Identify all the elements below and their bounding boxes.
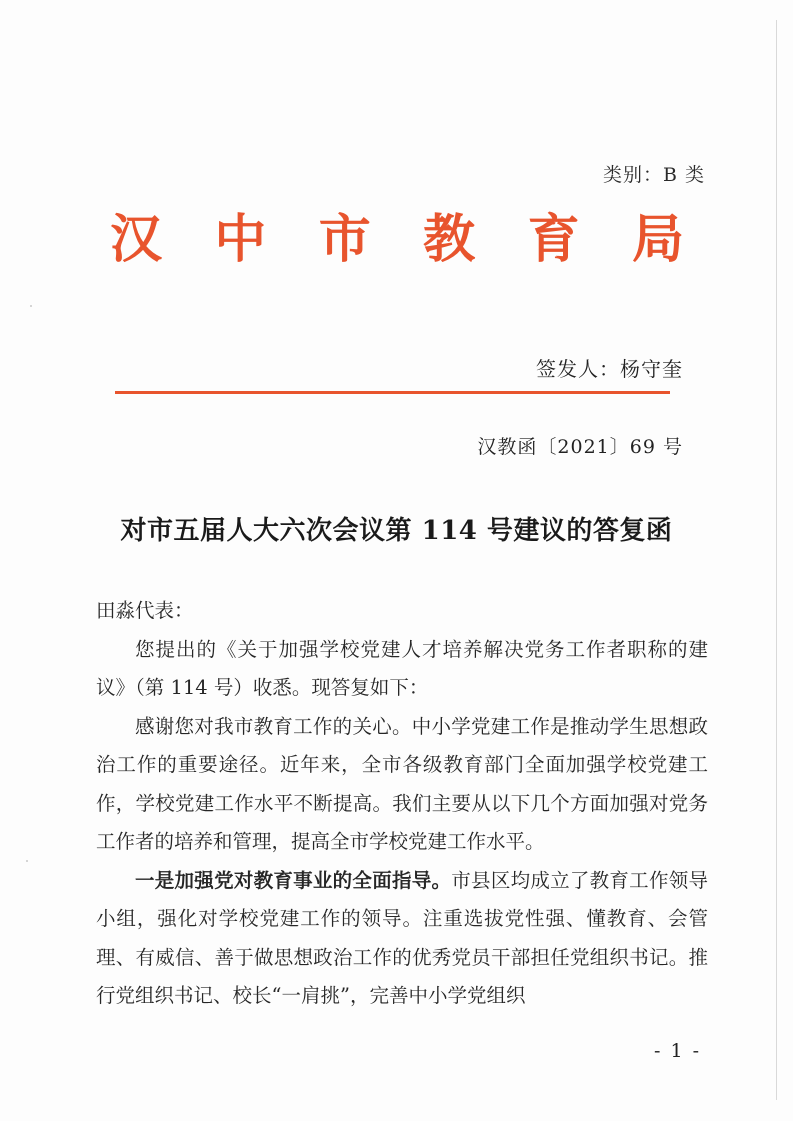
masthead <box>110 210 684 270</box>
masthead-char: 市 <box>318 209 371 270</box>
category-label: 类别：B 类 <box>602 164 705 186</box>
body-paragraph <box>96 708 708 862</box>
scan-edge-line <box>776 20 777 1100</box>
body-paragraph <box>96 862 708 1016</box>
paragraph-text: 感谢您对我市教育工作的关心。中小学党建工作是推动学生思想政治工作的重要途径。近年来，全市各级教育部门全面加强学校党建工作，学校党建工作水平不断提高。我们主要从以下几个方面加强对党务工作者的培养和管理，提高全市学校党建工作水平。 <box>96 714 708 853</box>
body-paragraph <box>96 631 708 708</box>
masthead-char: 局 <box>631 209 684 270</box>
paragraph-lead: 一是加强党对教育事业的全面指导。 <box>135 868 452 892</box>
masthead-char: 中 <box>214 209 267 270</box>
masthead-char: 汉 <box>110 209 163 270</box>
red-divider-rule <box>115 391 670 394</box>
document-number: 汉教函〔2021〕69 号 <box>477 436 683 458</box>
scan-speck <box>26 860 28 862</box>
masthead-char: 育 <box>527 209 580 270</box>
paragraph-text: 您提出的《关于加强学校党建人才培养解决党务工作者职称的建议》（第 114 号）收悉。现答复如下： <box>96 637 708 699</box>
salutation: 田淼代表： <box>96 599 194 622</box>
page-number: - 1 - <box>653 1040 701 1062</box>
paragraph-text: 市县区均成立了教育工作领导小组，强化对学校党建工作的领导。注重选拔党性强、懂教育、会管理、有威信、善于做思想政治工作的优秀党员干部担任党组织书记。推行党组织书记、校长“一肩挑”，完善中小学党组织 <box>96 868 708 1007</box>
letter-body <box>96 592 708 1016</box>
scan-speck <box>30 305 32 307</box>
issuer-signatory: 签发人：杨守奎 <box>536 357 683 381</box>
masthead-char: 教 <box>423 209 476 270</box>
document-title: 对市五届人大六次会议第 114 号建议的答复函 <box>120 516 673 546</box>
